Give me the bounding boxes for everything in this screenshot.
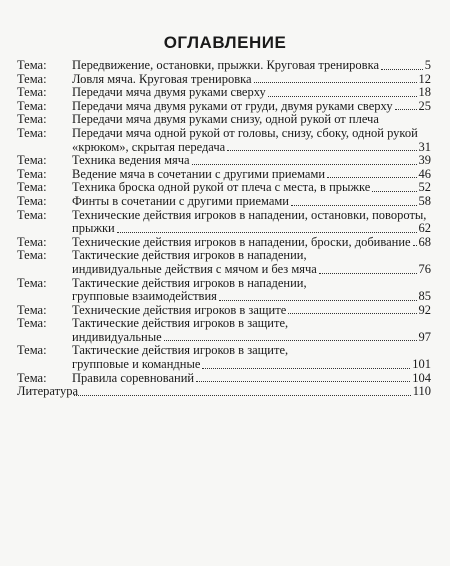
toc-page-number: 76 bbox=[418, 261, 431, 276]
toc-label: Тема: bbox=[17, 275, 47, 290]
toc-line bbox=[17, 385, 431, 399]
toc-text: Технические действия игроков в защите bbox=[72, 302, 287, 317]
toc-line bbox=[17, 127, 431, 141]
toc-line bbox=[17, 209, 431, 223]
toc-label: Тема: bbox=[17, 343, 47, 358]
toc-text: групповые взаимодействия bbox=[72, 289, 217, 304]
toc-text: Тактические действия игроков в защите, bbox=[72, 316, 289, 331]
dot-leader bbox=[219, 299, 417, 301]
toc-line bbox=[17, 195, 431, 209]
toc-line bbox=[17, 59, 431, 73]
dot-leader bbox=[268, 95, 417, 97]
dot-leader bbox=[202, 367, 410, 369]
toc-line bbox=[17, 344, 431, 358]
toc-label: Тема: bbox=[17, 58, 47, 72]
toc-line bbox=[17, 154, 431, 168]
toc-label: Тема: bbox=[17, 112, 47, 127]
toc-text: Передвижение, остановки, прыжки. Круговая тренировка bbox=[72, 58, 379, 72]
toc-line bbox=[17, 73, 431, 87]
dot-leader bbox=[395, 108, 417, 110]
toc-text: групповые и командные bbox=[72, 357, 201, 372]
toc-label: Тема: bbox=[17, 125, 47, 140]
dot-leader bbox=[372, 190, 416, 192]
dot-leader bbox=[381, 68, 423, 70]
toc-line bbox=[17, 304, 431, 318]
toc-line bbox=[17, 141, 431, 155]
toc-text: Технические действия игроков в нападении, броски, добивание bbox=[72, 234, 411, 249]
dot-leader bbox=[319, 272, 417, 274]
toc-label: Тема: bbox=[17, 302, 47, 317]
toc-text: Ловля мяча. Круговая тренировка bbox=[72, 71, 252, 86]
toc-text: «крюком», скрытая передача bbox=[72, 139, 226, 154]
toc-text: Передачи мяча одной рукой от головы, снизу, сбоку, одной рукой bbox=[72, 125, 418, 140]
toc-line bbox=[17, 113, 431, 127]
toc-text: Тактические действия игроков в нападении, bbox=[72, 248, 307, 263]
toc-text: Финты в сочетании с другими приемами bbox=[72, 193, 289, 208]
toc-text: индивидуальные действия с мячом и без мяча bbox=[72, 261, 317, 276]
dot-leader bbox=[413, 244, 417, 246]
toc-line bbox=[17, 236, 431, 250]
table-of-contents bbox=[17, 59, 431, 399]
dot-leader bbox=[192, 163, 417, 165]
toc-page-number: 101 bbox=[412, 357, 431, 372]
dot-leader bbox=[288, 312, 416, 314]
toc-page-number: 5 bbox=[424, 58, 431, 72]
toc-line bbox=[17, 263, 431, 277]
toc-line bbox=[17, 222, 431, 236]
toc-page-number: 52 bbox=[418, 180, 431, 195]
dot-leader bbox=[254, 81, 417, 83]
toc-page-number: 18 bbox=[418, 85, 431, 100]
toc-label: Тема: bbox=[17, 193, 47, 208]
toc-page-number: 39 bbox=[418, 153, 431, 168]
toc-text: Техника броска одной рукой от плеча с места, в прыжке bbox=[72, 180, 371, 195]
page-title: ОГЛАВЛЕНИЕ bbox=[163, 33, 287, 52]
toc-label: Тема: bbox=[17, 98, 47, 113]
toc-page-number: 31 bbox=[418, 139, 431, 154]
toc-text: Передачи мяча двумя руками сверху bbox=[72, 85, 266, 100]
toc-text: Тактические действия игроков в нападении, bbox=[72, 275, 307, 290]
toc-label: Тема: bbox=[17, 207, 47, 222]
toc-line bbox=[17, 249, 431, 263]
toc-label: Тема: bbox=[17, 248, 47, 263]
toc-line bbox=[17, 86, 431, 100]
toc-text: Тактические действия игроков в защите, bbox=[72, 343, 289, 358]
toc-line bbox=[17, 317, 431, 331]
dot-leader bbox=[74, 394, 411, 396]
toc-line bbox=[17, 277, 431, 291]
toc-page-number: 110 bbox=[412, 384, 431, 399]
toc-text: Ведение мяча в сочетании с другими приемами bbox=[72, 166, 326, 181]
toc-label: Тема: bbox=[17, 71, 47, 86]
dot-leader bbox=[164, 339, 417, 341]
toc-label: Тема: bbox=[17, 180, 47, 195]
toc-page-number: 62 bbox=[418, 221, 431, 236]
toc-text: Передачи мяча двумя руками от груди, двумя руками сверху bbox=[72, 98, 393, 113]
toc-label: Тема: bbox=[17, 166, 47, 181]
dot-leader bbox=[196, 380, 410, 382]
toc-label: Тема: bbox=[17, 316, 47, 331]
toc-page-number: 58 bbox=[418, 193, 431, 208]
toc-text: Правила соревнований bbox=[72, 370, 195, 385]
toc-label: Литература bbox=[17, 384, 78, 399]
toc-line bbox=[17, 372, 431, 386]
dot-leader bbox=[227, 149, 416, 151]
toc-label: Тема: bbox=[17, 85, 47, 100]
toc-line bbox=[17, 290, 431, 304]
toc-label: Тема: bbox=[17, 153, 47, 168]
toc-label: Тема: bbox=[17, 370, 47, 385]
toc-page-number: 46 bbox=[418, 166, 431, 181]
toc-page-number: 12 bbox=[418, 71, 431, 86]
toc-text: Техника ведения мяча bbox=[72, 153, 190, 168]
toc-text: Передачи мяча двумя руками снизу, одной рукой от плеча bbox=[72, 112, 379, 127]
dot-leader bbox=[291, 204, 417, 206]
toc-line bbox=[17, 100, 431, 114]
toc-line bbox=[17, 358, 431, 372]
toc-page-number: 97 bbox=[418, 329, 431, 344]
toc-label: Тема: bbox=[17, 234, 47, 249]
toc-page-number: 104 bbox=[412, 370, 431, 385]
toc-page-number: 85 bbox=[418, 289, 431, 304]
toc-text: индивидуальные bbox=[72, 329, 162, 344]
toc-page-number: 68 bbox=[418, 234, 431, 249]
toc-line bbox=[17, 181, 431, 195]
toc-line bbox=[17, 168, 431, 182]
dot-leader bbox=[327, 176, 416, 178]
dot-leader bbox=[117, 231, 417, 233]
toc-text: Технические действия игроков в нападении, остановки, повороты, bbox=[72, 207, 427, 222]
toc-text: прыжки bbox=[72, 221, 115, 236]
toc-line bbox=[17, 331, 431, 345]
toc-page-number: 92 bbox=[418, 302, 431, 317]
toc-page-number: 25 bbox=[418, 98, 431, 113]
